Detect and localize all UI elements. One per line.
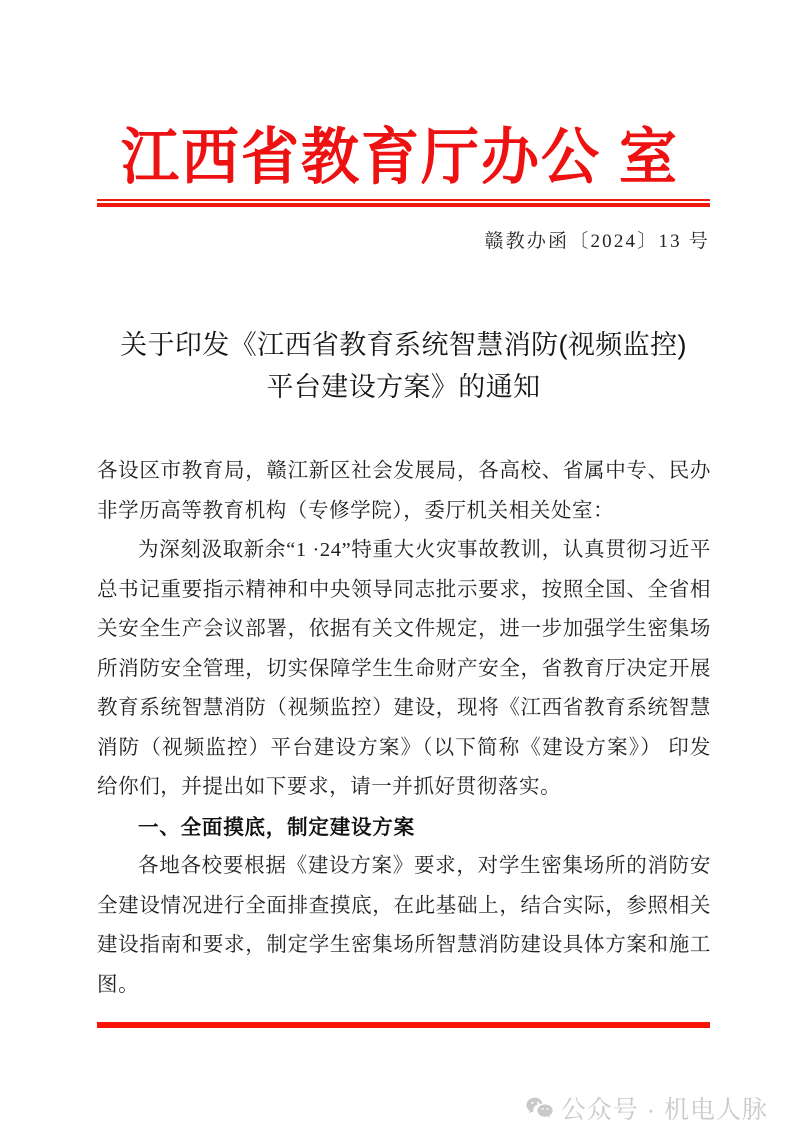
- watermark-label: 公众号 · 机电人脉: [560, 1096, 768, 1124]
- wechat-icon: [526, 1097, 553, 1120]
- masthead-rule-thin: [97, 199, 710, 201]
- body-paragraph-1: 为深刻汲取新余“1 ·24”特重大火灾事故教训，认真贯彻习近平总书记重要指示精神和中央领导同志批示要求，按照全国、全省相关安全生产会议部署，依据有关文件规定，进一步加强学生密集场所消防安全管理，切实保障学生生命财产安全，省教育厅决定开展教育系统智慧消防（视频监控）建设，现将《江西省教育系统智慧消防（视频监控）平台建设方案》（以下简称《建设方案》） 印发给你们，并提出如下要求，请一并抓好贯彻落实。: [97, 539, 711, 798]
- page-title-line-2: 平台建设方案》的通知: [266, 371, 541, 402]
- document-body: [97, 452, 711, 1005]
- masthead: [0, 122, 800, 192]
- page-title-line-1: 关于印发《江西省教育系统智慧消防(视频监控): [120, 330, 687, 360]
- section-1-paragraph: 各地各校要根据《建设方案》要求，对学生密集场所的消防安全建设情况进行全面排查摸底，在此基础上，结合实际，参照相关建设指南和要求，制定学生密集场所智慧消防建设具体方案和施工图。: [97, 855, 711, 996]
- masthead-rule-thick: [97, 203, 710, 207]
- watermark: [526, 1090, 768, 1126]
- section-heading-1: 一、全面摸底，制定建设方案: [138, 815, 415, 839]
- page-title: [97, 325, 710, 409]
- document-number: 赣教办函〔2024〕13 号: [484, 231, 710, 252]
- masthead-double-rule: [97, 199, 710, 208]
- recipients-line: 各设区市教育局，赣江新区社会发展局，各高校、省属中专、民办非学历高等教育机构（专修学院），委厅机关相关处室：: [97, 460, 711, 522]
- issuing-authority-title: 江西省教育厅办公 室: [120, 122, 680, 192]
- footer-rule: [97, 1022, 710, 1028]
